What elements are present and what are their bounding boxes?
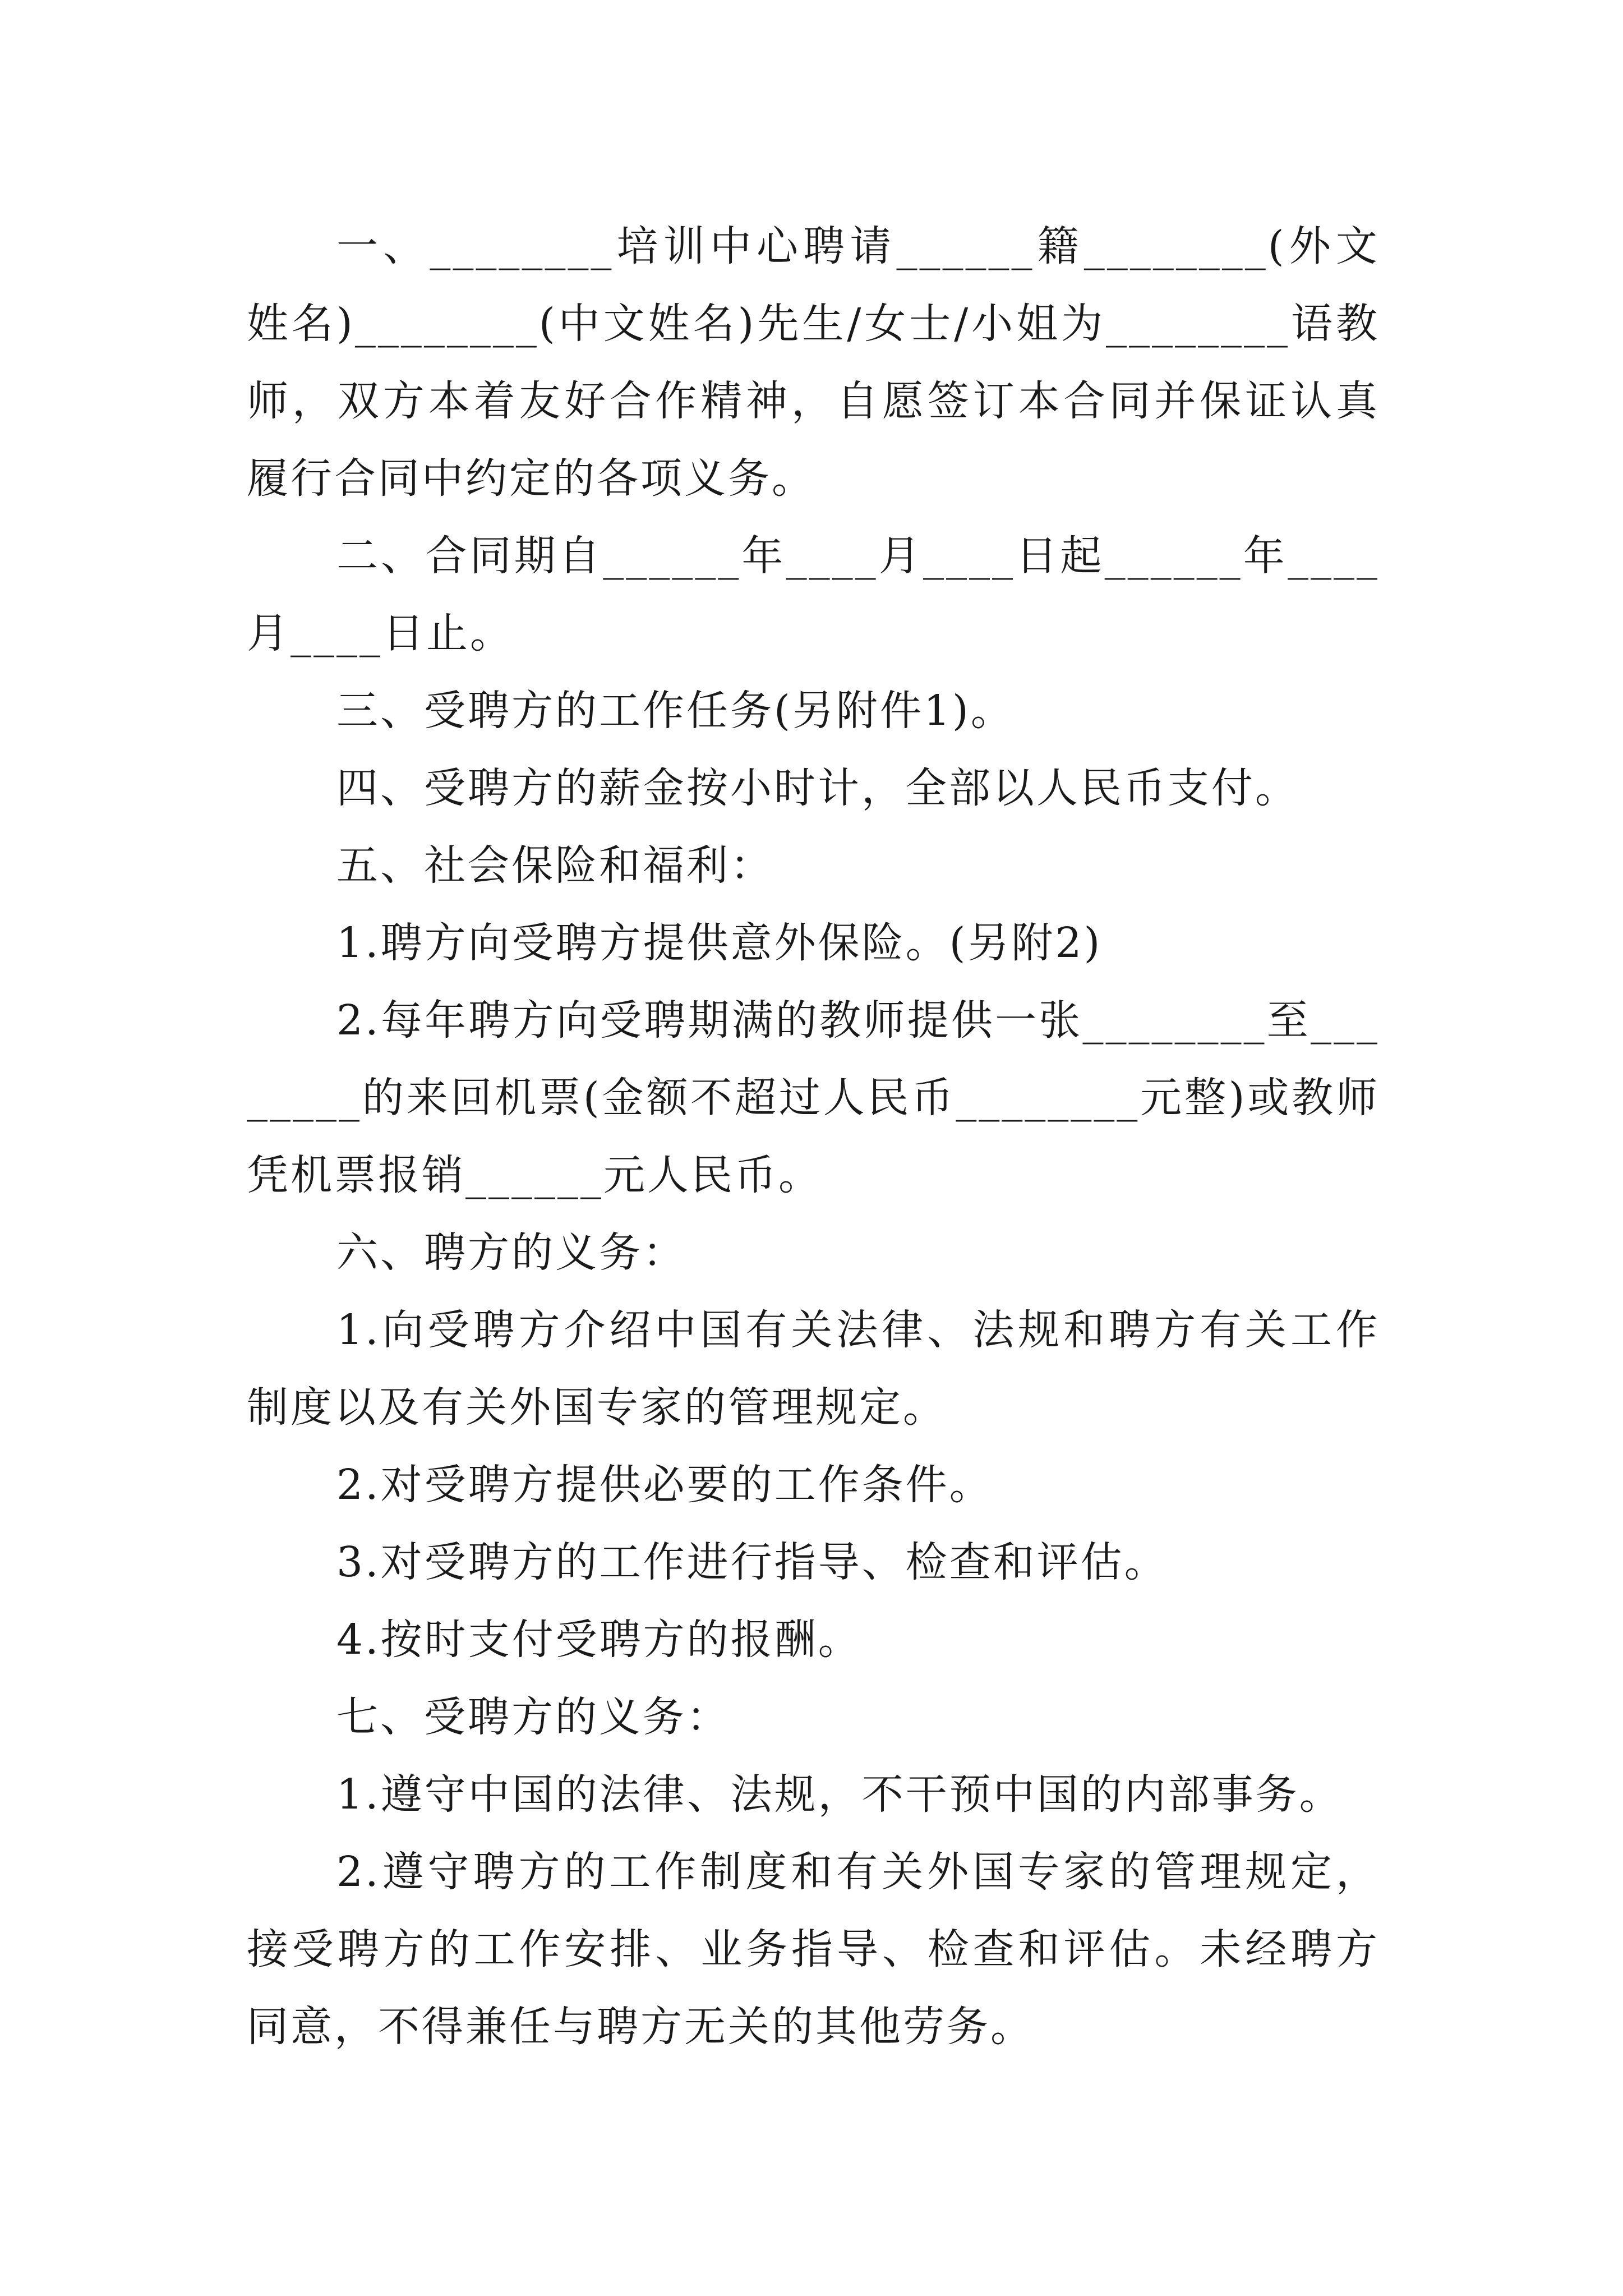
clause-6-item-3: 3.对受聘方的工作进行指导、检查和评估。 <box>336 1538 1168 1586</box>
clause-7-item-2: 2.遵守聘方的工作制度和有关外国专家的管理规定，接受聘方的工作安排、业务指导、检查和评估。未经聘方同意，不得兼任与聘方无关的其他劳务。 <box>247 1848 1380 2051</box>
clause-6-item-4: 4.按时支付受聘方的报酬。 <box>336 1616 862 1664</box>
clause-4-salary: 四、受聘方的薪金按小时计，全部以人民币支付。 <box>336 764 1299 812</box>
clause-7-employee-obligations: 七、受聘方的义务： <box>336 1693 730 1741</box>
document-body <box>247 208 1380 2065</box>
clause-5-insurance-welfare: 五、社会保险和福利： <box>336 841 774 890</box>
clause-3-work-tasks: 三、受聘方的工作任务(另附件1)。 <box>336 687 1015 735</box>
clause-5-item-2: 2.每年聘方向受聘期满的教师提供一张________至________的来回机票(金额不超过人民币________元整)或教师凭机票报销______元人民币。 <box>247 996 1380 1199</box>
clause-7-item-1: 1.遵守中国的法律、法规，不干预中国的内部事务。 <box>336 1770 1343 1819</box>
clause-5-item-1: 1.聘方向受聘方提供意外保险。(另附2) <box>336 919 1103 967</box>
clause-6-item-2: 2.对受聘方提供必要的工作条件。 <box>336 1461 993 1509</box>
clause-6-item-1: 1.向受聘方介绍中国有关法律、法规和聘方有关工作制度以及有关外国专家的管理规定。 <box>247 1306 1380 1432</box>
clause-2-contract-period: 二、合同期自______年____月____日起______年____月____日止。 <box>247 532 1380 657</box>
clause-6-employer-obligations: 六、聘方的义务： <box>336 1228 686 1277</box>
clause-1-parties: 一、________培训中心聘请______籍________(外文姓名)________(中文姓名)先生/女士/小姐为________语教师，双方本着友好合作精神，自愿签订本合同并保证认真履行合同中约定的各项义务。 <box>247 222 1380 503</box>
